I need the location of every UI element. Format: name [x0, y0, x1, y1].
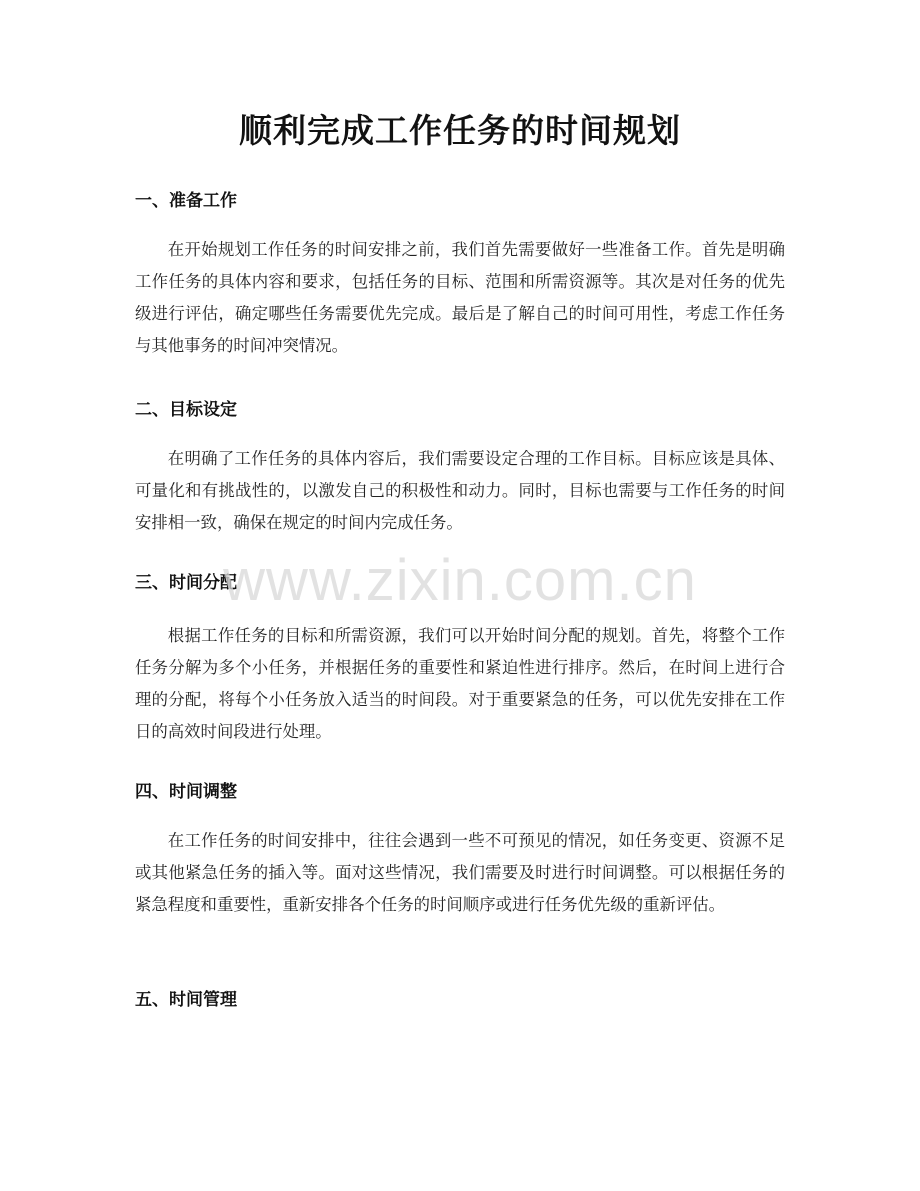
section-body-time-allocation: 根据工作任务的目标和所需资源，我们可以开始时间分配的规划。首先，将整个工作任务分解为多个小任务，并根据任务的重要性和紧迫性进行排序。然后，在时间上进行合理的分配，将每个小任务放入适当的时间段。对于重要紧急的任务，可以优先安排在工作日的高效时间段进行处理。: [135, 626, 785, 741]
section-heading-time-management: 五、时间管理: [135, 990, 237, 1010]
section-heading-goal-setting: 二、目标设定: [135, 400, 237, 420]
document-title: 顺利完成工作任务的时间规划: [239, 111, 681, 150]
section-heading-time-allocation: 三、时间分配: [135, 573, 237, 593]
section-heading-preparation: 一、准备工作: [135, 191, 237, 211]
section-body-time-adjustment: 在工作任务的时间安排中，往往会遇到一些不可预见的情况，如任务变更、资源不足或其他紧急任务的插入等。面对这些情况，我们需要及时进行时间调整。可以根据任务的紧急程度和重要性，重新安排各个任务的时间顺序或进行任务优先级的重新评估。: [135, 831, 785, 914]
section-heading-time-adjustment: 四、时间调整: [135, 782, 237, 802]
watermark: www.zixin.com.cn: [223, 548, 697, 613]
section-body-goal-setting: 在明确了工作任务的具体内容后，我们需要设定合理的工作目标。目标应该是具体、可量化和有挑战性的，以激发自己的积极性和动力。同时，目标也需要与工作任务的时间安排相一致，确保在规定的时间内完成任务。: [135, 449, 785, 532]
section-body-preparation: 在开始规划工作任务的时间安排之前，我们首先需要做好一些准备工作。首先是明确工作任务的具体内容和要求，包括任务的目标、范围和所需资源等。其次是对任务的优先级进行评估，确定哪些任务需要优先完成。最后是了解自己的时间可用性，考虑工作任务与其他事务的时间冲突情况。: [135, 240, 785, 355]
